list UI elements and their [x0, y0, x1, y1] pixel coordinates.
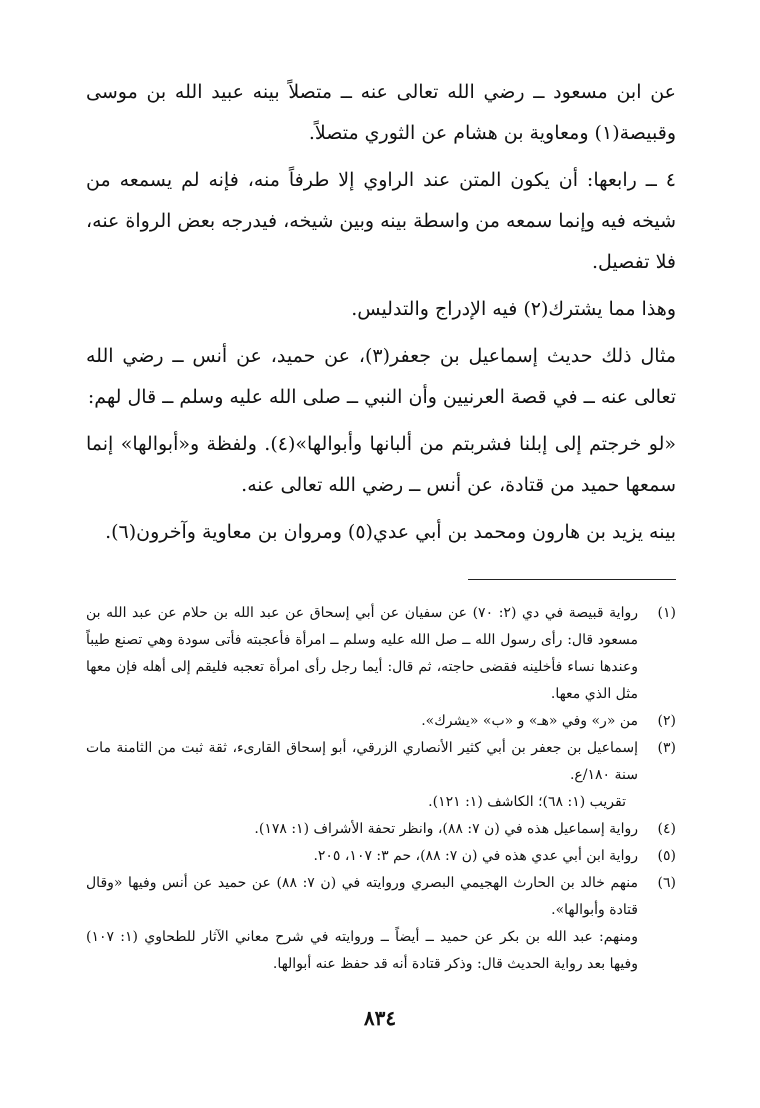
paragraph-1: عن ابن مسعود ــ رضي الله تعالى عنه ــ متصلاً بينه عبيد الله بن موسى وقبيصة(١) ومعاوية بن هشام عن الثوري متصلاً.: [86, 81, 676, 144]
footnote-text: من «ر» وفي «هـ» و «ب» «يشرك».: [421, 713, 638, 729]
footnote-number: (٤): [657, 821, 676, 837]
footnote-number: (٢): [657, 713, 676, 729]
page-number: ٨٣٤: [363, 1006, 397, 1030]
footnote-number: (٣): [657, 740, 676, 756]
footnote-4: [86, 816, 676, 843]
footnote-6: [86, 870, 676, 924]
footnote-3: [86, 735, 676, 789]
footnote-2: [86, 708, 676, 735]
footnote-5: [86, 843, 676, 870]
footnote-text: رواية ابن أبي عدي هذه في (ن ٧: ٨٨)، حم ٣: ١٠٧، ٢٠٥.: [313, 848, 638, 864]
footnote-text: إسماعيل بن جعفر بن أبي كثير الأنصاري الزرقي، أبو إسحاق القارىء، ثقة ثبت من الثامنة مات سنة ١٨٠/ع.: [86, 740, 638, 783]
paragraph-5: «لو خرجتم إلى إبلنا فشربتم من ألبانها وأبوالها»(٤). ولفظة و«أبوالها» إنما سمعها حميد من قتادة، عن أنس ــ رضي الله تعالى عنه.: [86, 433, 676, 496]
paragraph-2: ٤ ــ رابعها: أن يكون المتن عند الراوي إلا طرفاً منه، فإنه لم يسمعه من شيخه فيه وإنما سمعه من واسطة بينه وبين شيخه، فيدرجه بعض الرواة عنه، فلا تفصيل.: [86, 169, 676, 273]
paragraph-3: وهذا مما يشترك(٢) فيه الإدراج والتدليس.: [351, 298, 676, 320]
footnote-text: منهم خالد بن الحارث الهجيمي البصري وروايته في (ن ٧: ٨٨) عن حميد عن أنس وفيها «وقال قتادة وأبوالها».: [86, 875, 638, 918]
paragraph-6: بينه يزيد بن هارون ومحمد بن أبي عدي(٥) ومروان بن معاوية وآخرون(٦).: [105, 521, 676, 543]
footnote-text: رواية إسماعيل هذه في (ن ٧: ٨٨)، وانظر تحفة الأشراف (١: ١٧٨).: [254, 821, 638, 837]
footnote-number: (٥): [657, 848, 676, 864]
document-page: [86, 72, 676, 978]
footnote-6-continuation: ومنهم: عبد الله بن بكر عن حميد ــ أيضاً ــ وروايته في شرح معاني الآثار للطحاوي (١: ١٠٧) وفيها بعد رواية الحديث قال: وذكر قتادة أنه قد حفظ عنه أبوالها.: [86, 929, 638, 972]
footnote-1: [86, 600, 676, 708]
footnote-number: (٦): [657, 875, 676, 891]
footnote-text: رواية قبيصة في دي (٢: ٧٠) عن سفيان عن أبي إسحاق عن عبد الله بن حلام عن عبد الله بن مسعود قال: رأى رسول الله ــ صل الله عليه وسلم ــ امرأة فأعجبته فأتى سودة وهي تصنع طيباً وعندها نساء فأخلينه فقضى حاجته، ثم قال: أيما رجل رأى امرأة تعجبه فليقم إلى أهله فإن معها مثل الذي معها.: [86, 605, 638, 702]
footnote-3-continuation: تقريب (١: ٦٨)؛ الكاشف (١: ١٢١).: [428, 794, 626, 810]
footnote-separator: [468, 579, 676, 580]
paragraph-4: مثال ذلك حديث إسماعيل بن جعفر(٣)، عن حميد، عن أنس ــ رضي الله تعالى عنه ــ في قصة العرنيين وأن النبي ــ صلى الله عليه وسلم ــ قال لهم:: [86, 345, 676, 408]
footnote-number: (١): [657, 605, 676, 621]
main-text: [86, 72, 676, 553]
footnotes: [86, 600, 676, 978]
